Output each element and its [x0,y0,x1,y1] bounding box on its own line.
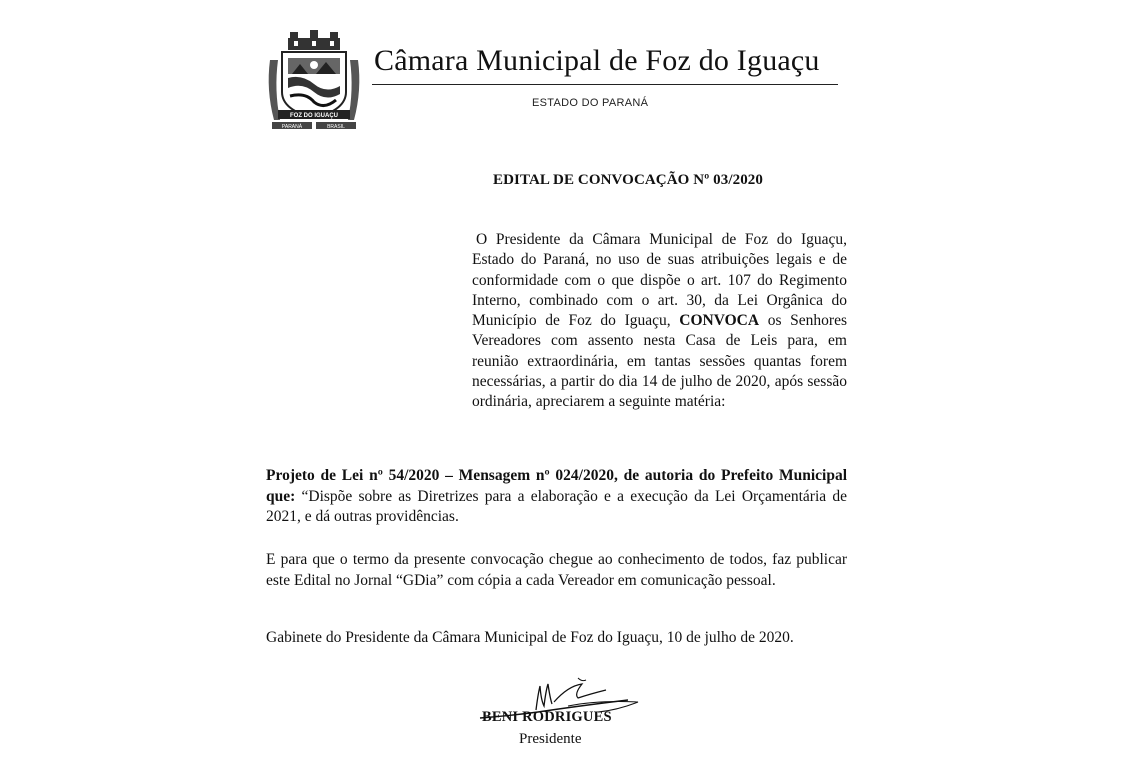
closing-paragraph: Gabinete do Presidente da Câmara Municipal de Foz do Iguaçu, 10 de julho de 2020. [266,629,794,646]
publication-paragraph: E para que o termo da presente convocação chegue ao conhecimento de todos, faz publicar este Edital no Jornal “GDia” com cópia a cada Vereador em comunicação pessoal. [266,551,847,589]
signer-role: Presidente [519,731,582,747]
preamble-rest: os Senhores Vereadores com assento nesta Casa de Leis para, em reunião extraordinária, em tantas sessões quantas forem necessárias, a partir do dia 14 de julho de 2020, após sessão ordinária, apreciarem a seguinte matéria: [472,312,847,411]
state-name: ESTADO DO PARANÁ [532,97,649,109]
municipal-crest-icon [266,30,362,132]
document-title: EDITAL DE CONVOCAÇÃO Nº 03/2020 [493,172,763,188]
institution-name: Câmara Municipal de Foz do Iguaçu [374,44,820,77]
header-divider [372,84,838,85]
svg-text:BRASIL: BRASIL [327,124,345,130]
matter-text: “Dispõe sobre as Diretrizes para a elaboração e a execução da Lei Orçamentária de 2021, e dá outras providências. [266,487,847,525]
svg-text:PARANÁ: PARANÁ [281,124,303,130]
preamble-lead: O Presidente da Câmara Municipal de Foz do Iguaçu, Estado do Paraná, no uso de suas atribuições legais e de conformidade com o que dispõe o art. 107 do Regimento Interno, combinado com o art. 30, da Lei Orgânica do Município de Foz do Iguaçu, [472,231,847,330]
matter-paragraph [266,466,847,528]
svg-text:FOZ DO IGUAÇU: FOZ DO IGUAÇU [290,113,338,119]
preamble-verb: CONVOCA [679,312,760,330]
preamble-paragraph [472,230,847,413]
signer-name: BENI RODRIGUES [482,709,612,725]
matter-heading: Projeto de Lei nº 54/2020 – Mensagem nº 024/2020, de autoria do Prefeito Municipal que: [266,467,847,505]
